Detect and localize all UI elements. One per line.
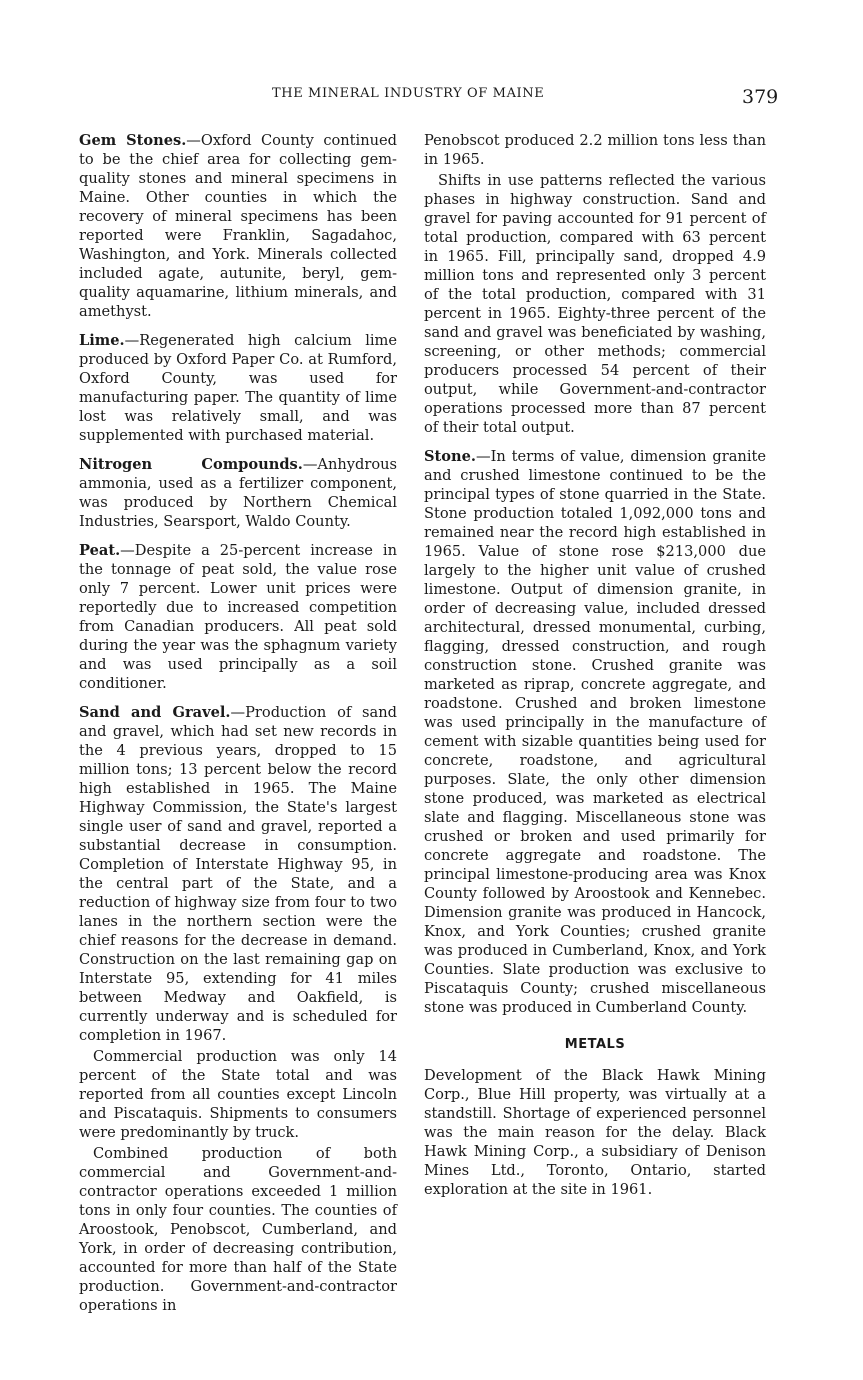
paragraph-shifts: Shifts in use patterns reflected the various phases in highway construction. Sand and gravel for paving accounted for 91 percent of total production, compared with 63 percent in 1965. Fill, principally sand, dropped 4.9 million tons and represented only 3 percent of the total production, compared with 31 percent in 1965. Eighty-three percent of the sand and gravel was beneficiated by washing, screening, or other methods; commercial producers processed 54 percent of their output, while Government-and-contractor operations processed more than 87 percent of their total output. [424, 172, 766, 436]
text-sand-gravel: —Production of sand and gravel, which had set new records in the 4 previous years, dropped to 15 million tons; 13 percent below the record high established in 1965. The Maine Highway Commission, the State's largest single user of sand and gravel, reported a substantial decrease in consumption. Completion of Interstate Highway 95, in the central part of the State, and a reduction of highway size from four to two lanes in the northern section were the chief reasons for the decrease in demand. Construction on the last remaining gap on Interstate 95, extending for 41 miles between Medway and Oakfield, is currently underway and is scheduled for completion in 1967. [79, 704, 397, 1044]
section-heading-metals: METALS [564, 1037, 626, 1052]
paragraph-nitrogen [79, 455, 397, 531]
left-column [79, 131, 397, 1325]
page-number: 379 [742, 86, 779, 108]
paragraph-continuation: Penobscot produced 2.2 million tons less than in 1965. [424, 132, 766, 168]
paragraph-metals: Development of the Black Hawk Mining Corp., Blue Hill property, was virtually at a standstill. Shortage of experienced personnel was the main reason for the delay. Black Hawk Mining Corp., a subsidiary of Denison Mines Ltd., Toronto, Ontario, started exploration at the site in 1961. [424, 1067, 766, 1198]
paragraph-combined: Combined production of both commercial and Government-and-contractor operations exceeded 1 million tons in only four counties. The counties of Aroostook, Penobscot, Cumberland, and York, in order of decreasing contribution, accounted for more than half of the State production. Government-and-contractor operations in [79, 1145, 397, 1314]
heading-nitrogen: Nitrogen Compounds. [79, 456, 303, 473]
running-title: THE MINERAL INDUSTRY OF MAINE [272, 86, 545, 101]
heading-lime: Lime. [79, 332, 125, 349]
heading-stone: Stone. [424, 448, 476, 465]
right-column [424, 131, 766, 1209]
paragraph-sand-gravel [79, 703, 397, 1045]
text-lime: —Regenerated high calcium lime produced by Oxford Paper Co. at Rumford, Oxford County, was used for manufacturing paper. The quantity of lime lost was relatively small, and was supplemented with purchased material. [79, 332, 397, 444]
text-nitrogen: —Anhydrous ammonia, used as a fertilizer component, was produced by Northern Chemical Industries, Searsport, Waldo County. [79, 456, 397, 530]
text-stone: —In terms of value, dimension granite and crushed limestone continued to be the principal types of stone quarried in the State. Stone production totaled 1,092,000 tons and remained near the record high established in 1965. Value of stone rose $213,000 due largely to the higher unit value of crushed limestone. Output of dimension granite, in order of decreasing value, included dressed architectural, dressed monumental, curbing, flagging, dressed construction, and rough construction stone. Crushed granite was marketed as riprap, concrete aggregate, and roadstone. Crushed and broken limestone was used principally in the manufacture of cement with sizable quantities being used for concrete, roadstone, and agricultural purposes. Slate, the only other dimension stone produced, was marketed as electrical slate and flagging. Miscellaneous stone was crushed or broken and used primarily for concrete aggregate and roadstone. The principal limestone-producing area was Knox County followed by Aroostook and Kennebec. Dimension granite was produced in Hancock, Knox, and York Counties; crushed granite was produced in Cumberland, Knox, and York Counties. Slate production was exclusive to Piscataquis County; crushed miscellaneous stone was produced in Cumberland County. [424, 448, 766, 1016]
text-gem-stones: —Oxford County continued to be the chief area for collecting gem-quality stones and mineral specimens in Maine. Other counties in which the recovery of mineral specimens has been reported were Franklin, Sagadahoc, Washington, and York. Minerals collected included agate, autunite, beryl, gem-quality aquamarine, lithium minerals, and amethyst. [79, 132, 397, 320]
heading-peat: Peat. [79, 542, 121, 559]
heading-gem-stones: Gem Stones. [79, 132, 187, 149]
paragraph-commercial: Commercial production was only 14 percent of the State total and was reported from all counties except Lincoln and Piscataquis. Shipments to consumers were predominantly by truck. [79, 1048, 397, 1141]
paragraph-lime [79, 331, 397, 445]
paragraph-stone [424, 447, 766, 1017]
heading-sand-gravel: Sand and Gravel. [79, 704, 231, 721]
paragraph-peat [79, 541, 397, 693]
paragraph-gem-stones [79, 131, 397, 321]
text-peat: —Despite a 25-percent increase in the tonnage of peat sold, the value rose only 7 percent. Lower unit prices were reportedly due to increased competition from Canadian producers. All peat sold during the year was the sphagnum variety and was used principally as a soil conditioner. [79, 542, 397, 692]
